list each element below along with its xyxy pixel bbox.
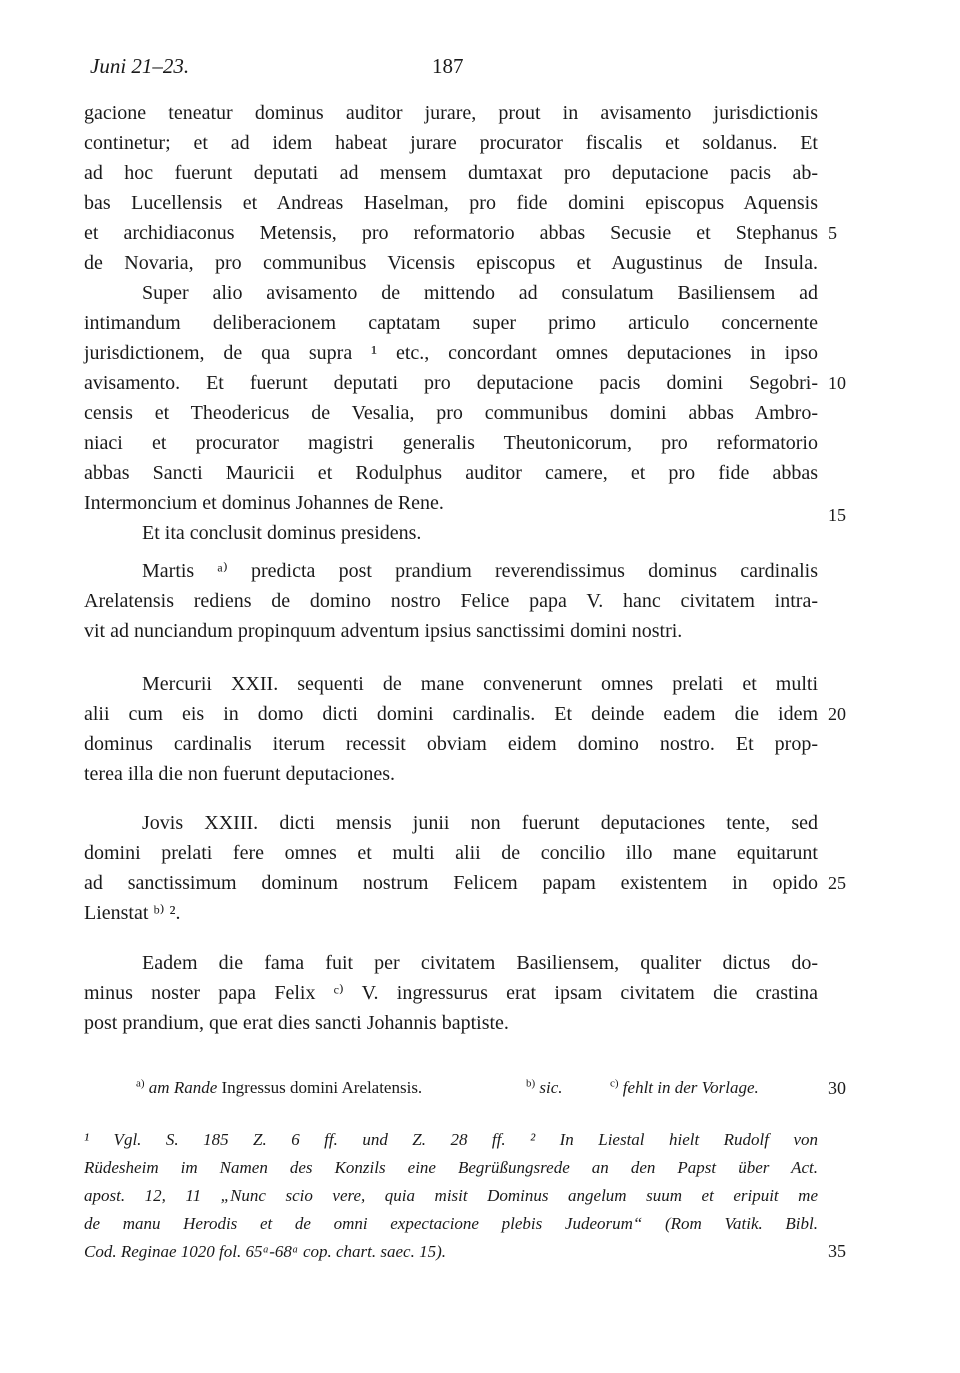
text-line: Martis ᵃ⁾ predicta post prandium reverendissimus dominus cardinalis (142, 560, 818, 582)
text-line: intimandum deliberacionem captatam super primo articulo concernente (84, 312, 818, 334)
text-line: Et ita conclusit dominus presidens. (142, 522, 422, 544)
text-line: bas Lucellensis et Andreas Haselman, pro fide domini episcopus Aquensis (84, 192, 818, 214)
text-line: Super alio avisamento de mittendo ad consulatum Basiliensem ad (142, 282, 818, 304)
body-text (84, 948, 818, 1038)
line-number: 15 (828, 505, 846, 525)
line-number: 35 (828, 1241, 846, 1261)
body-text (84, 98, 818, 548)
line-number: 30 (828, 1078, 846, 1098)
note-text: Ingressus domini Arelatensis. (221, 1078, 423, 1097)
line-number: 25 (828, 873, 846, 893)
text-line: Jovis XXIII. dicti mensis junii non fuerunt deputaciones tente, sed (142, 812, 818, 834)
text-line: gacione teneatur dominus auditor jurare, prout in avisamento jurisdictionis (84, 102, 818, 124)
text-line: terea illa die non fuerunt deputaciones. (84, 763, 395, 785)
body-text (84, 808, 818, 928)
line-number: 10 (828, 373, 846, 393)
text-line: alii cum eis in domo dicti domini cardinalis. Et deinde eadem die idem (84, 703, 818, 725)
text-line: minus noster papa Felix ᶜ⁾ V. ingressurus erat ipsam civitatem die crastina (84, 982, 818, 1004)
note-marker: b) (526, 1077, 536, 1090)
text-line: vit ad nunciandum propinquum adventum ipsius sanctissimi domini nostri. (84, 620, 683, 642)
text-line: avisamento. Et fuerunt deputati pro deputacione pacis domini Segobri- (84, 372, 818, 394)
text-line: et archidiaconus Metensis, pro reformatorio abbas Secusie et Stephanus (84, 222, 818, 244)
body-text (84, 669, 818, 789)
text-line: de Novaria, pro communibus Vicensis episcopus et Augustinus de Insula. (84, 252, 818, 274)
footnote-line: Cod. Reginae 1020 fol. 65ᵃ-68ᵃ cop. chart. saec. 15). (84, 1242, 446, 1261)
text-line: dominus cardinalis iterum recessit obviam eidem domino nostro. Et prop- (84, 733, 818, 755)
note-text: fehlt in der Vorlage. (622, 1078, 759, 1097)
text-line: censis et Theodericus de Vesalia, pro communibus domini abbas Ambro- (84, 402, 818, 424)
line-number: 5 (828, 223, 837, 243)
line-number: 20 (828, 704, 846, 724)
note-c (610, 1074, 759, 1102)
footnote-line: de manu Herodis et de omni expectacione plebis Judeorum“ (Rom Vatik. Bibl. (84, 1214, 818, 1233)
body-text (84, 556, 818, 646)
text-line: ad sanctissimum dominum nostrum Felicem papam existentem in opido (84, 872, 818, 894)
text-line: Arelatensis rediens de domino nostro Felice papa V. hanc civitatem intra- (84, 590, 818, 612)
text-line: jurisdictionem, de qua supra ¹ etc., concordant omnes deputaciones in ipso (84, 342, 818, 364)
page-header (90, 54, 820, 84)
text-line: Lienstat ᵇ⁾ ². (84, 902, 181, 924)
note-a (136, 1074, 422, 1102)
critical-apparatus (136, 1074, 816, 1102)
note-text: sic. (539, 1078, 563, 1097)
text-line: Intermoncium et dominus Johannes de Rene. (84, 492, 444, 514)
footnote-line: ¹ Vgl. S. 185 Z. 6 ff. und Z. 28 ff. ² In Liestal hielt Rudolf von (84, 1130, 818, 1149)
running-head: Juni 21–23. (90, 54, 190, 78)
footnotes (84, 1126, 818, 1266)
text-line: domini prelati fere omnes et multi alii de concilio illo mane equitarunt (84, 842, 818, 864)
text-line: abbas Sancti Mauricii et Rodulphus auditor camere, et pro fide abbas (84, 462, 818, 484)
note-italic: am Rande (148, 1078, 218, 1097)
footnote-line: apost. 12, 11 „Nunc scio vere, quia misit Dominus angelum suum et eripuit me (84, 1186, 818, 1205)
footnote-line: Rüdesheim im Namen des Konzils eine Begrüßungsrede an den Papst über Act. (84, 1158, 818, 1177)
text-line: post prandium, que erat dies sancti Johannis baptiste. (84, 1012, 509, 1034)
note-b (526, 1074, 563, 1102)
text-line: Mercurii XXII. sequenti de mane convenerunt omnes prelati et multi (142, 673, 818, 695)
page-number: 187 (432, 54, 464, 78)
note-marker: a) (136, 1077, 145, 1090)
text-line: Eadem die fama fuit per civitatem Basiliensem, qualiter dictus do- (142, 952, 818, 974)
text-line: niaci et procurator magistri generalis Theutonicorum, pro reformatorio (84, 432, 818, 454)
note-marker: c) (610, 1077, 619, 1090)
text-line: continetur; et ad idem habeat jurare procurator fiscalis et soldanus. Et (84, 132, 818, 154)
text-line: ad hoc fuerunt deputati ad mensem dumtaxat pro deputacione pacis ab- (84, 162, 818, 184)
